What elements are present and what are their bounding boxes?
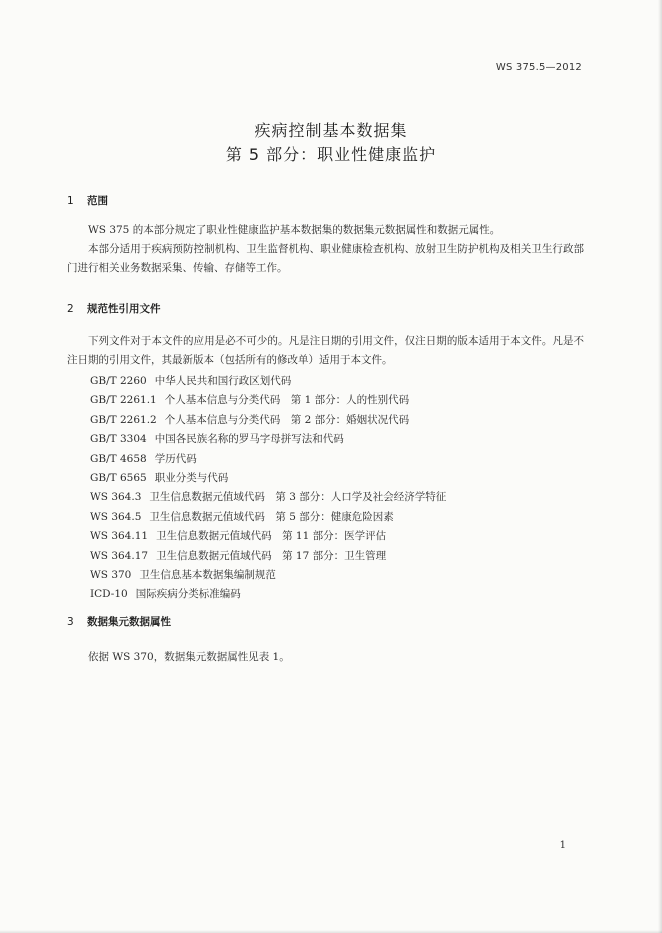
standard-code: WS 375.5—2012 <box>495 62 582 73</box>
reference-item <box>90 547 446 566</box>
reference-title: 卫生信息数据元值域代码 第 11 部分：医学评估 <box>156 530 387 543</box>
reference-title: 中华人民共和国行政区划代码 <box>154 375 292 387</box>
reference-code: GB/T 2260 <box>90 375 147 387</box>
section-heading-scope <box>67 193 108 208</box>
reference-code: GB/T 2261.1 <box>90 394 157 407</box>
reference-title: 国际疾病分类标准编码 <box>135 588 241 601</box>
section-number: 2 <box>67 303 74 315</box>
reference-item <box>90 450 446 469</box>
paragraph: 下列文件对于本文件的应用是必不可少的。凡是注日期的引用文件，仅注日期的版本适用于本文件。凡是不注日期的引用文件，其最新版本（包括所有的修改单）适用于本文件。 <box>67 335 584 366</box>
reference-item <box>90 566 446 585</box>
reference-title: 卫生信息数据元值域代码 第 3 部分：人口学及社会经济学特征 <box>149 491 447 504</box>
section-number: 1 <box>67 195 74 207</box>
reference-title: 个人基本信息与分类代码 第 2 部分：婚姻状况代码 <box>164 413 410 426</box>
section-heading-dataset-metadata <box>67 614 171 629</box>
section-number: 3 <box>67 616 74 628</box>
page-edge-shadow <box>658 0 662 933</box>
reference-item <box>90 391 446 410</box>
reference-code: WS 364.5 <box>90 510 142 523</box>
reference-code: WS 364.3 <box>90 491 142 504</box>
section-title: 规范性引用文件 <box>87 303 161 315</box>
reference-list <box>90 372 446 605</box>
section-heading-normative-references <box>67 301 161 316</box>
reference-item <box>90 430 446 449</box>
section-title: 范围 <box>87 195 108 207</box>
document-title-line1: 疾病控制基本数据集 <box>254 121 408 140</box>
section-body-scope <box>67 221 584 278</box>
reference-item <box>90 585 446 604</box>
reference-item <box>90 372 446 391</box>
section-body-normative-references <box>67 332 584 370</box>
reference-item <box>90 527 446 546</box>
reference-code: WS 364.11 <box>90 530 149 543</box>
reference-code: WS 370 <box>90 568 132 581</box>
reference-item <box>90 508 446 527</box>
section-body-dataset-metadata <box>67 648 584 667</box>
reference-title: 学历代码 <box>154 452 197 465</box>
paragraph: 依据 WS 370，数据集元数据属性见表 1。 <box>88 651 290 663</box>
reference-title: 职业分类与代码 <box>154 471 229 484</box>
paragraph: 本部分适用于疾病预防控制机构、卫生监督机构、职业健康检查机构、放射卫生防护机构及相关卫生行政部门进行相关业务数据采集、传输、存储等工作。 <box>67 243 584 274</box>
reference-code: GB/T 4658 <box>90 452 147 465</box>
paragraph: WS 375 的本部分规定了职业性健康监护基本数据集的数据集元数据属性和数据元属性。 <box>88 224 501 236</box>
reference-code: GB/T 6565 <box>90 471 147 484</box>
reference-title: 中国各民族名称的罗马字母拼写法和代码 <box>154 433 344 446</box>
reference-item <box>90 411 446 430</box>
reference-title: 卫生信息基本数据集编制规范 <box>139 568 276 581</box>
page-number: 1 <box>559 840 566 851</box>
reference-code: ICD-10 <box>90 588 128 601</box>
document-title-line2: 第 5 部分：职业性健康监护 <box>225 145 437 164</box>
reference-title: 卫生信息数据元值域代码 第 17 部分：卫生管理 <box>156 549 387 562</box>
reference-code: GB/T 2261.2 <box>90 413 157 426</box>
section-title: 数据集元数据属性 <box>87 616 171 628</box>
reference-title: 个人基本信息与分类代码 第 1 部分：人的性别代码 <box>164 394 410 407</box>
reference-title: 卫生信息数据元值域代码 第 5 部分：健康危险因素 <box>149 510 394 523</box>
reference-code: GB/T 3304 <box>90 433 147 446</box>
reference-item <box>90 469 446 488</box>
reference-item <box>90 488 446 507</box>
reference-code: WS 364.17 <box>90 549 149 562</box>
